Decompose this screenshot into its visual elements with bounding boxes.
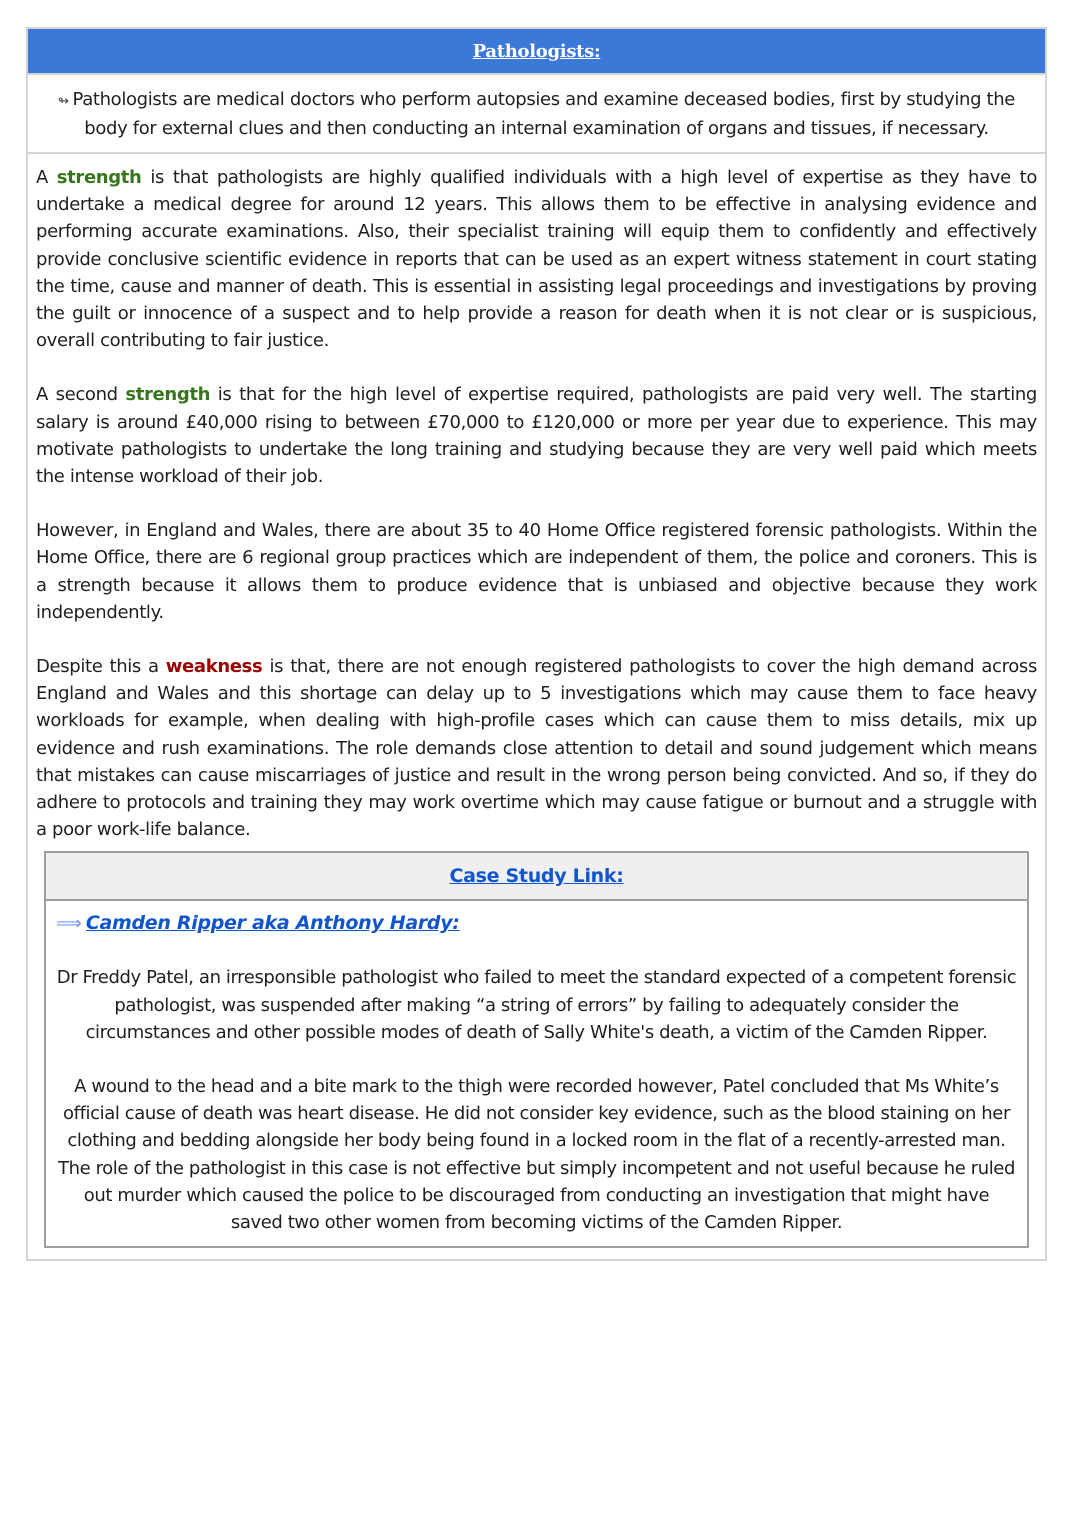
paragraph-independence bbox=[36, 517, 1037, 626]
double-arrow-icon: ⟹ bbox=[56, 913, 82, 935]
case-study-body bbox=[46, 901, 1027, 1246]
strength-keyword: strength bbox=[125, 384, 211, 406]
text-segment: is that for the high level of expertise required, pathologists are paid very well. The starting salary is around £40,000 rising to between £70,000 to £120,000 or more per year due to experience. This may motivate pathologists to undertake the long training and studying because they are very well paid which meets the intense workload of their job. bbox=[36, 384, 1037, 488]
text-segment: Despite this a bbox=[36, 656, 166, 678]
loop-arrow-icon: ↬ bbox=[57, 94, 69, 109]
paragraph-weakness bbox=[36, 653, 1037, 843]
paragraph-strength-2 bbox=[36, 381, 1037, 490]
case-paragraph: A wound to the head and a bite mark to the thigh were recorded however, Patel concluded that Ms White’s official cause of death was heart disease. He did not consider key evidence, such as the blood staining on her clothing and bedding alongside her body being found in a locked room in the flat of a recently-arrested man. The role of the pathologist in this case is not effective but simply incompetent and not useful because he ruled out murder which caused the police to be discouraged from conducting an investigation that might have saved two other women from becoming victims of the Camden Ripper. bbox=[57, 1076, 1016, 1234]
title-bar bbox=[28, 29, 1045, 75]
definition-cell bbox=[28, 75, 1045, 154]
paragraph-strength-1 bbox=[36, 164, 1037, 354]
page-title: Pathologists: bbox=[472, 40, 601, 62]
case-study-box bbox=[44, 851, 1029, 1248]
text-segment: is that, there are not enough registered pathologists to cover the high demand across England and Wales and this shortage can delay up to 5 investigations which may cause them to face heavy workloads for example, when dealing with high-profile cases which can cause them to miss details, mix up evidence and rush examinations. The role demands close attention to detail and sound judgement which means that mistakes can cause miscarriages of justice and result in the wrong person being convicted. And so, if they do adhere to protocols and training they may work overtime which may cause fatigue or burnout and a struggle with a poor work-life balance. bbox=[36, 656, 1037, 841]
text-segment: A bbox=[36, 167, 57, 188]
evaluation-cell bbox=[28, 154, 1045, 1248]
strength-keyword: strength bbox=[56, 167, 142, 188]
case-paragraph: Dr Freddy Patel, an irresponsible pathologist who failed to meet the standard expected of a competent forensic pathologist, was suspended after making “a string of errors” by failing to adequately consider the circumstances and other possible modes of death of Sally White's death, a victim of the Camden Ripper. bbox=[56, 967, 1017, 1043]
case-study-header bbox=[46, 853, 1027, 901]
case-subtitle bbox=[56, 909, 1017, 938]
text-segment: is that pathologists are highly qualified individuals with a high level of expertise as they have to undertake a medical degree for around 12 years. This allows them to be effective in analysing evidence and performing accurate examinations. Also, their specialist training will equip them to confidently and effectively provide conclusive scientific evidence in reports that can be used as an expert witness statement in court stating the time, cause and manner of death. This is essential in assisting legal proceedings and investigations by proving the guilt or innocence of a suspect and to help provide a reason for death when it is not clear or is suspicious, overall contributing to fair justice. bbox=[36, 167, 1037, 352]
pathologists-table bbox=[26, 27, 1047, 1261]
text-segment: However, in England and Wales, there are about 35 to 40 Home Office registered forensic pathologists. Within the Home Office, there are 6 regional group practices which are independent of them, the police and coroners. This is a strength because it allows them to produce evidence that is unbiased and objective because they work independently. bbox=[36, 520, 1037, 623]
camden-ripper-link[interactable]: Camden Ripper aka Anthony Hardy: bbox=[85, 912, 460, 935]
definition-text: Pathologists are medical doctors who perform autopsies and examine deceased bodies, first by studying the body for external clues and then conducting an internal examination of organs and tissues, if necessary. bbox=[72, 89, 1016, 139]
case-study-link[interactable]: Case Study Link: bbox=[449, 865, 624, 888]
text-segment: A second bbox=[36, 384, 126, 406]
weakness-keyword: weakness bbox=[165, 656, 263, 678]
